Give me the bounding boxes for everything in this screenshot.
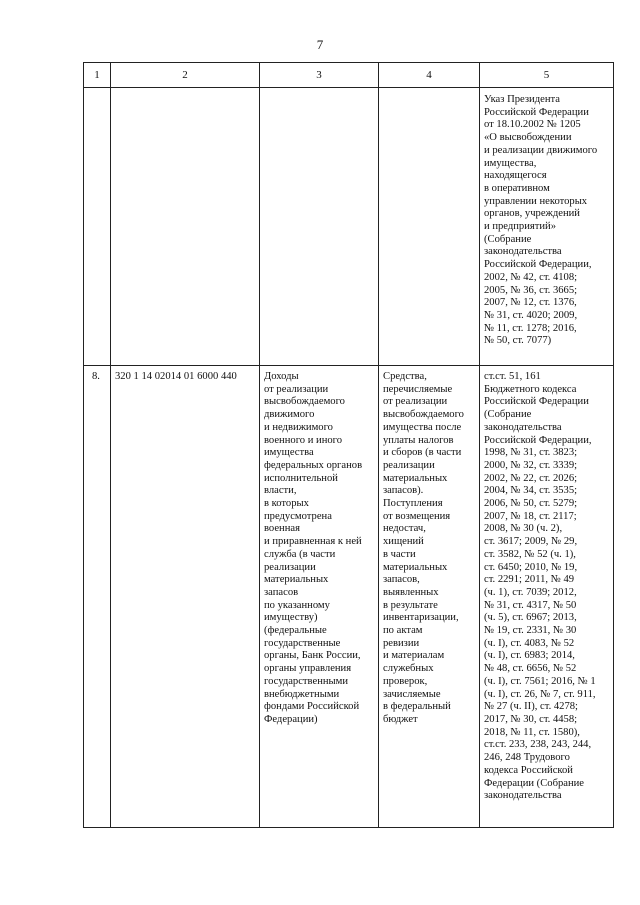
budget-code: 320 1 14 02014 01 6000 440 bbox=[115, 371, 237, 382]
income-content-cell bbox=[379, 366, 480, 828]
row-number: 8. bbox=[92, 371, 100, 382]
code-cell bbox=[111, 88, 260, 366]
table-row bbox=[84, 88, 614, 366]
income-content-cell bbox=[379, 88, 480, 366]
column-header-3: 3 bbox=[260, 63, 379, 88]
income-name-cell bbox=[260, 88, 379, 366]
row-number-cell bbox=[84, 366, 111, 828]
column-header-2: 2 bbox=[111, 63, 260, 88]
table-row bbox=[84, 366, 614, 828]
budget-code bbox=[111, 88, 259, 94]
income-name bbox=[260, 88, 378, 94]
income-content: Средства, перечисляемые от реализации высвобождаемого имущества после уплаты налогов и сборов (в части реализации материальных запасов). Поступления от возмещения недостач, хищений в части материальных запасов, выявленных в результате инвентаризации, по актам ревизии и материалам служебных проверок, зачисляемые в федеральный бюджет bbox=[383, 371, 464, 725]
legal-basis: Указ Президента Российской Федерации от 18.10.2002 № 1205 «О высвобождении и реализации движимого имущества, находящегося в оперативном управлении некоторых органов, учреждений и предприятий» (Собрание законодательства Российской Федерации, 2002, № 42, ст. 4108; 2005, № 36, ст. 3665; 2007, № 12, ст. 1376, № 31, ст. 4020; 2009, № 11, ст. 1278; 2016, № 50, ст. 7077) bbox=[484, 94, 598, 347]
income-name: Доходы от реализации высвобождаемого движимого и недвижимого военного и иного имущества федеральных органов исполнительной власти, в которых предусмотрена военная и приравненная к ней служба (в части реализации материальных запасов по указанному имуществу) (федеральные государственные органы, Банк России, органы управления государственными внебюджетными фондами Российской Федерации) bbox=[264, 371, 363, 725]
code-cell bbox=[111, 366, 260, 828]
legal-basis-cell bbox=[480, 88, 614, 366]
column-header-4: 4 bbox=[379, 63, 480, 88]
page-number: 7 bbox=[316, 37, 324, 52]
row-number bbox=[84, 88, 110, 94]
row-number-cell bbox=[84, 88, 111, 366]
legal-basis-cell bbox=[480, 366, 614, 828]
legal-basis: ст.ст. 51, 161 Бюджетного кодекса Российской Федерации (Собрание законодательства Российской Федерации, 1998, № 31, ст. 3823; 2000, № 32, ст. 3339; 2002, № 22, ст. 2026; 2004, № 34, ст. 3535; 2006, № 50, ст. 5279; 2007, № 18, ст. 2117; 2008, № 30 (ч. 2), ст. 3617; 2009, № 29, ст. 3582, № 52 (ч. 1), ст. 6450; 2010, № 19, ст. 2291; 2011, № 49 (ч. 1), ст. 7039; 2012, № 31, ст. 4317, № 50 (ч. 5), ст. 6967; 2013, № 19, ст. 2331, № 30 (ч. I), ст. 4083, № 52 (ч. I), ст. 6983; 2014, № 48, ст. 6656, № 52 (ч. I), ст. 7561; 2016, № 1 (ч. I), ст. 26, № 7, ст. 911, № 27 (ч. II), ст. 4278; 2017, № 30, ст. 4458; 2018, № 11, ст. 1580), ст.ст. 233, 238, 243, 244, 246, 248 Трудового кодекса Российской Федерации (Собрание законодательства bbox=[484, 371, 596, 802]
income-content bbox=[379, 88, 479, 94]
document-table bbox=[83, 62, 614, 828]
table-header-row bbox=[84, 63, 614, 88]
income-name-cell bbox=[260, 366, 379, 828]
column-header-1: 1 bbox=[84, 63, 111, 88]
column-header-5: 5 bbox=[480, 63, 614, 88]
